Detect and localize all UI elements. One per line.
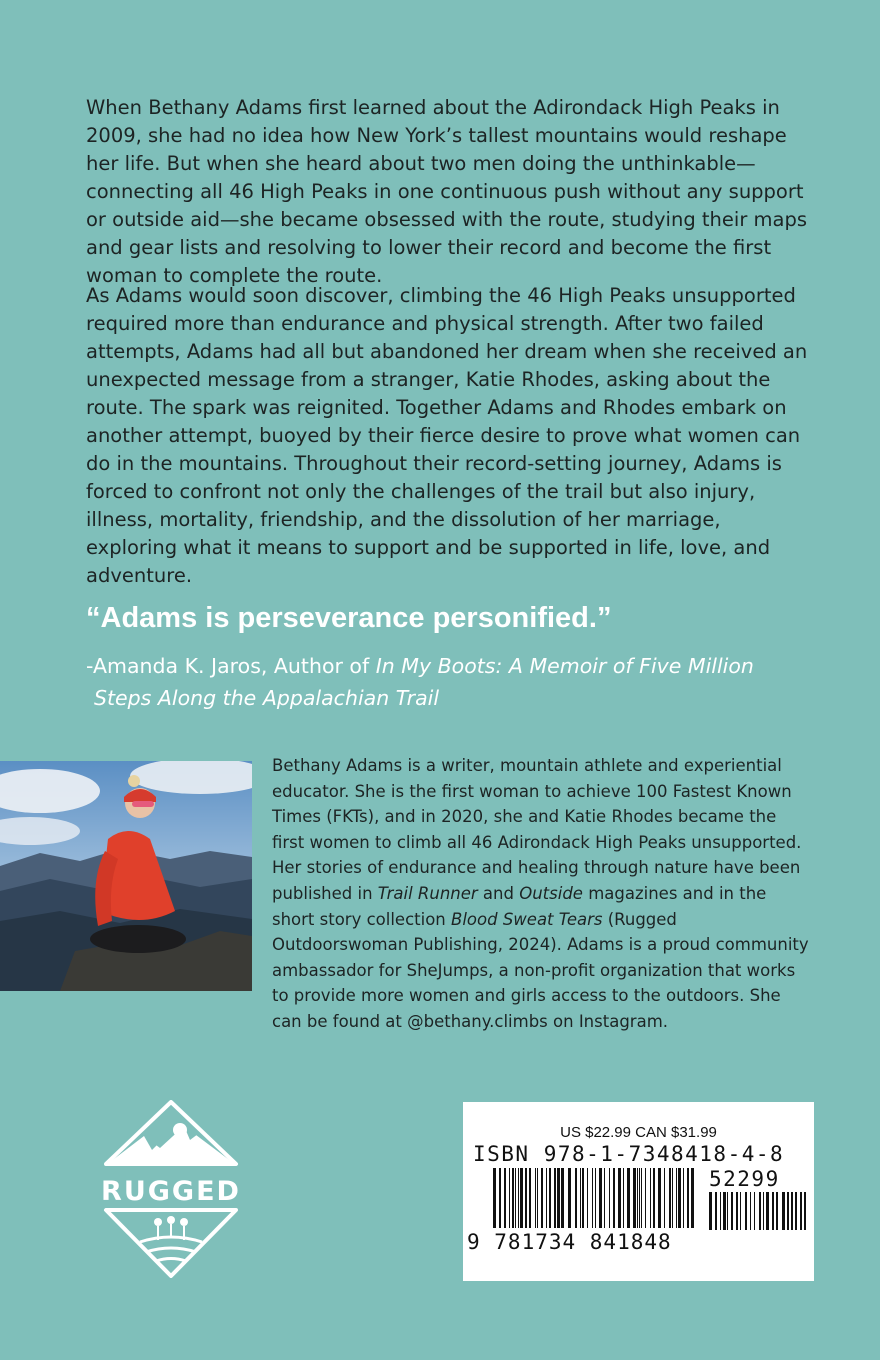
bio-title-outside: Outside bbox=[519, 883, 583, 903]
bio-text-2: and bbox=[477, 883, 520, 903]
isbn-label: ISBN 978-1-7348418-4-8 bbox=[473, 1142, 785, 1166]
barcode-bars bbox=[463, 1102, 814, 1281]
author-bio bbox=[272, 753, 812, 1035]
wildflower-shield-icon bbox=[106, 1210, 236, 1276]
bio-title-trail-runner: Trail Runner bbox=[377, 883, 478, 903]
addon-digits: 52299 bbox=[709, 1167, 780, 1191]
barcode-box bbox=[463, 1102, 814, 1281]
logo-wordmark: RUGGED bbox=[101, 1176, 241, 1207]
rugged-publisher-logo bbox=[88, 1100, 254, 1278]
mountain-sun-logo-icon bbox=[106, 1102, 236, 1164]
bio-text-4: (Rugged Outdoorswoman Publishing, 2024). Adams is a proud community ambassador for SheJumps, a non-profit organization that works to provide more women and girls access to the outdoors. She can be found at @bethany.climbs on Instagram. bbox=[272, 909, 809, 1031]
price-label: US $22.99 CAN $31.99 bbox=[560, 1124, 717, 1141]
description-paragraph-2: As Adams would soon discover, climbing the 46 High Peaks unsupported required more than endurance and physical strength. After two failed attempts, Adams had all but abandoned her dream when she received an unexpected message from a stranger, Katie Rhodes, asking about the route. The spark was reignited. Together Adams and Rhodes embark on another attempt, buoyed by their fierce desire to prove what women can do in the mountains. Throughout their record-setting journey, Adams is forced to confront not only the challenges of the trail but also injury, illness, mortality, friendship, and the dissolution of her marriage, exploring what it means to support and be supported in life, love, and adventure. bbox=[86, 284, 808, 587]
description-paragraph-1: When Bethany Adams first learned about the Adirondack High Peaks in 2009, she had no idea how New York’s tallest mountains would reshape her life. But when she heard about two men doing the unthinkable—connecting all 46 High Peaks in one continuous push without any support or outside aid—she became obsessed with the route, studying their maps and gear lists and resolving to lower their record and become the first woman to complete the route. bbox=[86, 96, 808, 287]
ean-digits: 9 781734 841848 bbox=[467, 1230, 672, 1254]
bio-title-blood-sweat-tears: Blood Sweat Tears bbox=[451, 909, 603, 929]
author-photo bbox=[0, 761, 252, 991]
attribution-book-title-2: Steps Along the Appalachian Trail bbox=[94, 686, 440, 710]
bio-text-3: magazines and in the short story collection bbox=[272, 883, 767, 929]
attribution-book-title-1: In My Boots: A Memoir of Five Million bbox=[375, 654, 754, 678]
blurb-attribution bbox=[86, 650, 806, 714]
bio-text-1: Bethany Adams is a writer, mountain athlete and experiential educator. She is the first woman to achieve 100 Fastest Known Times (FKTs), and in 2020, she and Katie Rhodes became the first women to climb all 46 Adirondack High Peaks unsupported. Her stories of endurance and healing through nature have been published in bbox=[272, 756, 802, 903]
attribution-prefix: -Amanda K. Jaros, Author of bbox=[86, 654, 376, 678]
blurb-quote: “Adams is perseverance personified.” bbox=[86, 602, 612, 634]
